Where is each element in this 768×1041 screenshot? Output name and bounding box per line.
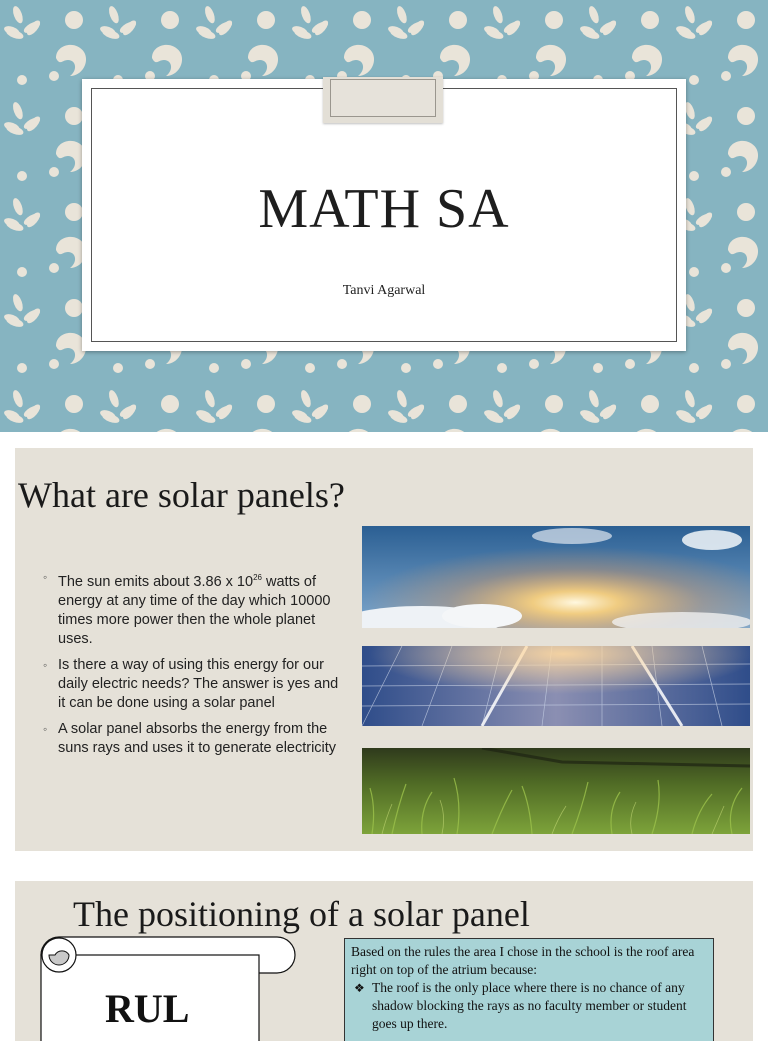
bullet-list xyxy=(43,568,343,765)
slide-heading: What are solar panels? xyxy=(18,475,345,515)
positioning-slide xyxy=(15,881,753,1041)
bullet-icon: ◦ xyxy=(43,721,48,736)
rules-scroll xyxy=(39,935,299,1041)
scroll-label: RUL xyxy=(105,986,190,1031)
bullet-icon: ◦ xyxy=(43,657,48,672)
bullet-icon: ◦ xyxy=(43,570,48,584)
diamond-bullet-icon: ❖ xyxy=(354,981,365,995)
slide-title: MATH SA xyxy=(258,178,510,240)
info-box xyxy=(344,938,714,1041)
slide-heading: The positioning of a solar panel xyxy=(73,894,530,934)
title-card xyxy=(82,79,686,351)
title-slide xyxy=(0,0,768,432)
list-item: ◦ Is there a way of using this energy for our daily electric needs? The answer is yes and it can be done using a solar panel xyxy=(43,656,339,711)
sun-sky-photo xyxy=(362,526,750,628)
solar-panels-photo xyxy=(362,646,750,726)
info-intro: Based on the rules the area I chose in the school is the roof area right on top of the atrium because: xyxy=(351,944,695,977)
grass-photo xyxy=(362,748,750,834)
list-item: ◦ The sun emits about 3.86 x $10^{26}$ watts of energy at any time of the day which 10000 times more power then the whole planet uses. xyxy=(43,570,331,647)
slide-author: Tanvi Agarwal xyxy=(342,283,426,298)
list-item: ◦ A solar panel absorbs the energy from the suns rays and uses it to generate electricity xyxy=(43,720,337,756)
title-card-clip xyxy=(323,77,443,123)
solar-panels-slide xyxy=(15,448,753,851)
list-item: ❖ The roof is the only place where there is no chance of any shadow blocking the rays as no faculty member or student goes up there. xyxy=(354,980,687,1031)
